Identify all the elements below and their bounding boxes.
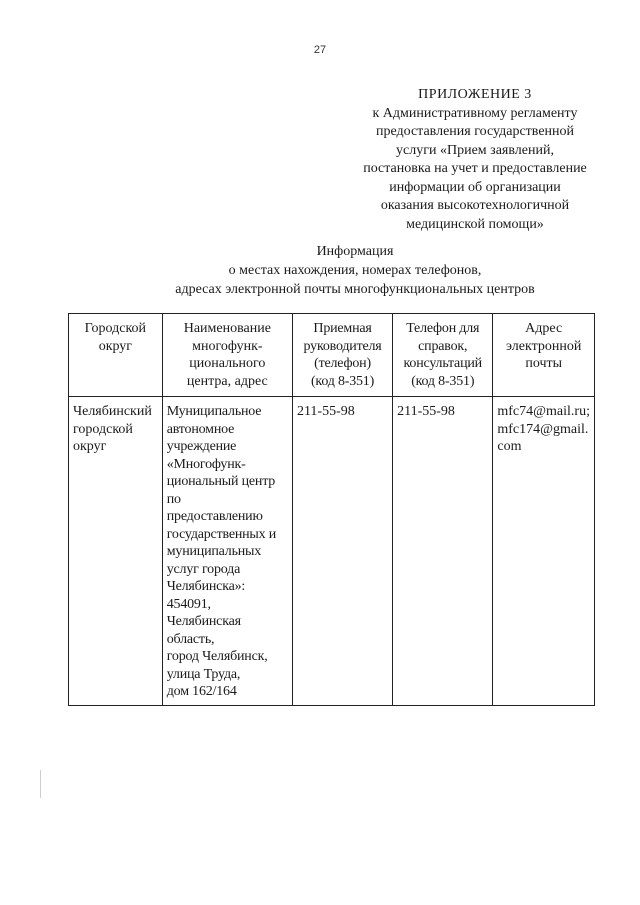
cell-text: улица Труда, bbox=[166, 666, 241, 682]
appendix-header bbox=[330, 86, 620, 234]
appendix-line: постановка на учет и предоставление bbox=[363, 161, 587, 176]
table-row bbox=[69, 397, 595, 706]
cell-text: автономное bbox=[166, 421, 235, 437]
header-text: Приемная bbox=[313, 321, 372, 336]
header-text: округ bbox=[98, 338, 133, 354]
scan-artifact bbox=[40, 770, 41, 798]
appendix-line: услуги «Прием заявлений, bbox=[396, 142, 554, 158]
cell-district bbox=[69, 397, 163, 706]
appendix-line: медицинской помощи» bbox=[406, 216, 544, 232]
header-email bbox=[493, 314, 595, 397]
cell-text: город Челябинск, bbox=[166, 649, 268, 664]
appendix-title: ПРИЛОЖЕНИЕ 3 bbox=[418, 87, 532, 102]
header-text: (телефон) bbox=[314, 356, 371, 371]
cell-email bbox=[493, 397, 595, 706]
appendix-line: оказания высокотехнологичной bbox=[380, 198, 570, 213]
email-text: com bbox=[497, 439, 522, 454]
cell-text: предоставлению bbox=[166, 509, 263, 524]
header-text: почты bbox=[525, 356, 563, 371]
header-info-phone bbox=[393, 314, 493, 397]
cell-text: дом 162/164 bbox=[166, 684, 237, 699]
cell-text: учреждение bbox=[166, 439, 237, 454]
cell-center-name-address bbox=[162, 397, 292, 706]
header-text: (код 8-351) bbox=[411, 373, 475, 389]
cell-text: Челябинска»: bbox=[166, 579, 246, 594]
cell-text: муниципальных bbox=[166, 544, 262, 559]
header-text: Наименование bbox=[183, 321, 271, 336]
info-heading bbox=[120, 242, 590, 299]
header-text: центра, адрес bbox=[186, 373, 268, 389]
cell-info-phone bbox=[393, 397, 493, 706]
info-title: Информация bbox=[316, 244, 394, 259]
cell-text: государственных и bbox=[166, 526, 277, 542]
cell-text: Муниципальное bbox=[166, 404, 262, 419]
info-subtitle-line: адресах электронной почты многофункциональных центров bbox=[175, 282, 535, 297]
appendix-line: информации об организации bbox=[389, 179, 561, 195]
cell-text: Челябинская bbox=[166, 614, 241, 629]
cell-text: городской bbox=[73, 421, 133, 437]
cell-text: 454091, bbox=[166, 596, 211, 612]
cell-text: область, bbox=[166, 631, 215, 647]
table-header-row bbox=[69, 314, 595, 397]
cell-text: округ bbox=[73, 439, 107, 454]
header-text: Адрес bbox=[525, 321, 563, 336]
header-text: ционального bbox=[189, 356, 266, 371]
email-text: mfc174@gmail. bbox=[497, 421, 589, 437]
cell-text: услуг города bbox=[166, 561, 241, 577]
header-district bbox=[69, 314, 163, 397]
cell-text: циональный центр bbox=[166, 474, 276, 489]
header-center-name bbox=[162, 314, 292, 397]
header-text: Телефон для bbox=[406, 321, 480, 336]
appendix-line: предоставления государственной bbox=[375, 124, 575, 139]
email-text: mfc74@mail.ru; bbox=[497, 404, 590, 419]
cell-text: по bbox=[166, 491, 181, 507]
header-text: Городской bbox=[84, 321, 147, 336]
header-text: руководителя bbox=[303, 338, 382, 354]
header-text: электронной bbox=[506, 338, 582, 354]
header-text: многофунк- bbox=[192, 338, 263, 354]
phone-number: 211-55-98 bbox=[397, 404, 455, 419]
header-text: консультаций bbox=[403, 356, 482, 371]
phone-number: 211-55-98 bbox=[296, 404, 355, 419]
cell-text: Челябинский bbox=[73, 404, 152, 419]
cell-reception-phone bbox=[292, 397, 392, 706]
header-text: справок, bbox=[418, 338, 468, 354]
cell-text: «Многофунк- bbox=[166, 456, 246, 472]
page-number: 27 bbox=[313, 44, 327, 56]
header-reception-phone bbox=[292, 314, 392, 397]
header-text: (код 8-351) bbox=[310, 373, 375, 389]
centers-table bbox=[68, 313, 595, 706]
info-subtitle-line: о местах нахождения, номерах телефонов, bbox=[228, 263, 482, 278]
appendix-line: к Административному регламенту bbox=[372, 105, 578, 121]
